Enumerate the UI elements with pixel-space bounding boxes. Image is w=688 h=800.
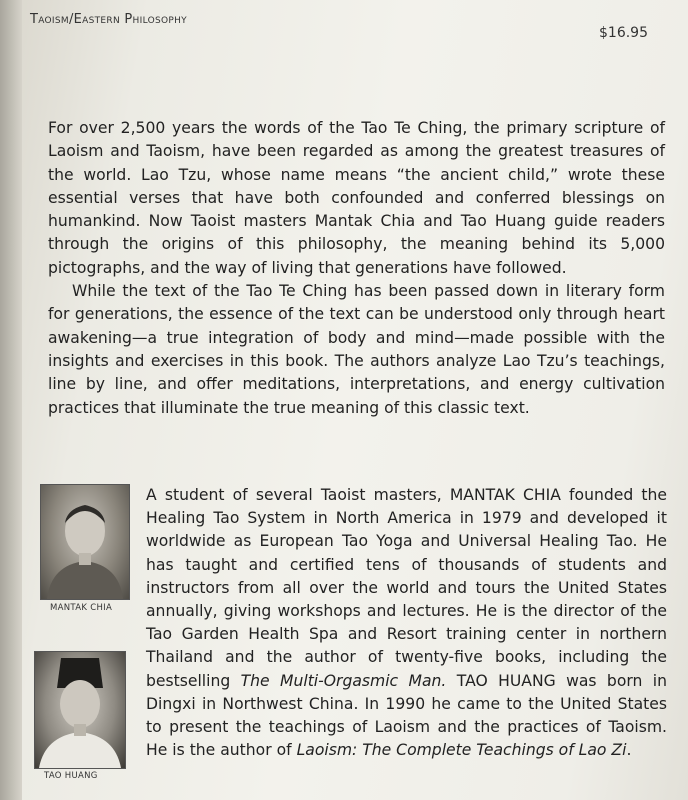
bio-text-part-1: A student of several Taoist masters, MANTAK CHIA founded the Healing Tao System in North America in 1979 and developed it worldwide as European Tao Yoga and Universal Healing Tao. He has taught and certified tens of thousands of students and instructors from all over the world and tours the United States annually, giving workshops and lectures. He is the director of the Tao Garden Health Spa and Resort training center in northern Thailand and the author of twenty-five books, including the bestselling — [146, 486, 667, 690]
bio-text-end: . — [626, 741, 632, 760]
cover-spine-edge — [0, 0, 22, 800]
author-caption-chia: MANTAK CHIA — [50, 603, 113, 613]
category-label: Taoism/Eastern Philosophy — [30, 12, 187, 27]
portrait-image — [35, 652, 125, 768]
price-label: $16.95 — [599, 25, 648, 41]
bio-book-title-1: The Multi-Orgasmic Man. — [240, 671, 447, 690]
portrait-image — [41, 485, 129, 599]
description-paragraph-1: For over 2,500 years the words of the Tao Te Ching, the primary scripture of Laoism and Taoism, have been regarded as among the greatest treasures of the world. Lao Tzu, whose name means “the ancient child,” wrote these essential verses that have both confounded and conferred blessings on humankind. Now Taoist masters Mantak Chia and Tao Huang guide readers through the origins of this philosophy, the meaning behind its 5,000 pictographs, and the way of living that generations have followed. — [48, 119, 665, 277]
author-photo-tao-huang — [34, 651, 126, 769]
bio-book-title-2: Laoism: The Complete Teachings of Lao Zi — [296, 741, 627, 760]
bio-paragraph — [146, 484, 667, 762]
book-description — [48, 117, 665, 420]
author-biography — [146, 484, 667, 762]
description-paragraph-2: While the text of the Tao Te Ching has been passed down in literary form for generations, the essence of the text can be understood only through heart awakening—a true integration of body and mind—made possible with the insights and exercises in this book. The authors analyze Lao Tzu’s teachings, line by line, and offer meditations, interpretations, and energy cultivation practices that illuminate the true meaning of this classic text. — [48, 282, 665, 417]
author-photo-mantak-chia — [40, 484, 130, 600]
author-caption-huang: TAO HUANG — [44, 771, 98, 781]
bio-text-part-2: TAO HUANG was born in Dingxi in Northwest China. In 1990 he came to the United States to present the teachings of Laoism and the practices of Taoism. He is the author of — [146, 671, 667, 760]
